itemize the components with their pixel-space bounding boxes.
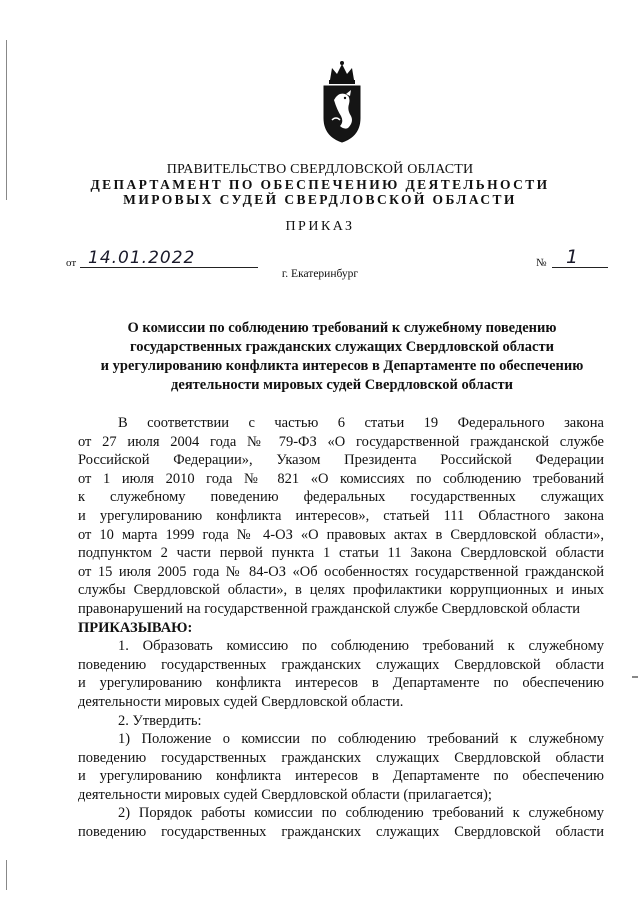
title-line: О комиссии по соблюдению требований к служебному поведению (127, 320, 557, 336)
preamble-line: В соответствии с частью 6 статьи 19 Федерального закона (118, 415, 604, 431)
date-prefix: от (66, 257, 77, 269)
title-line: государственных гражданских служащих Свердловской области (130, 339, 554, 355)
preamble-line: к служебному поведению федеральных государственных служащих (78, 489, 604, 506)
item-2-1-line: и урегулированию конфликта интересов в Департаменте по обеспечению (78, 768, 604, 785)
preamble-line: от 27 июля 2004 года № 79-ФЗ «О государственной гражданской службе (78, 433, 604, 450)
city: г. Екатеринбург (281, 268, 359, 280)
item-2-1-line: поведению государственных гражданских служащих Свердловской области (78, 749, 604, 766)
department-name-line-2: МИРОВЫХ СУДЕЙ СВЕРДЛОВСКОЙ ОБЛАСТИ (123, 192, 517, 207)
item-1-line: деятельности мировых судей Свердловской области. (78, 693, 404, 710)
document-title (92, 319, 592, 395)
date-value: 14.01.2022 (88, 248, 196, 268)
scan-edge-mark (632, 676, 638, 678)
item-1-line: 1. Образовать комиссию по соблюдению требований к служебному (118, 638, 604, 655)
document-body (78, 414, 604, 842)
scan-edge-mark (6, 860, 7, 890)
title-line: деятельности мировых судей Свердловской области (171, 377, 513, 393)
item-2-1-line: 1) Положение о комиссии по соблюдению требований к служебному (118, 731, 604, 748)
preamble-line: от 15 июля 2005 года № 84-ОЗ «Об особенностях государственной гражданской (78, 563, 604, 580)
item-2-2-line: поведению государственных гражданских служащих Свердловской области (78, 824, 604, 841)
number-value: 1 (566, 246, 579, 268)
order-word: ПРИКАЗЫВАЮ: (78, 619, 193, 636)
date-number-row (66, 246, 606, 270)
number-prefix: № (536, 257, 547, 269)
preamble-line: и урегулированию конфликта интересов», статьей 111 Областного закона (78, 507, 604, 524)
item-2-1-line: деятельности мировых судей Свердловской области (прилагается); (78, 786, 492, 803)
scan-edge-mark (6, 40, 7, 200)
sverdlovsk-coat-of-arms-icon (318, 60, 366, 144)
document-type: ПРИКАЗ (285, 219, 355, 234)
government-name: ПРАВИТЕЛЬСТВО СВЕРДЛОВСКОЙ ОБЛАСТИ (166, 162, 474, 177)
item-1-line: и урегулированию конфликта интересов в Департаменте по обеспечению (78, 675, 604, 692)
preamble-line: Российской Федерации», Указом Президента Российской Федерации (78, 452, 604, 469)
preamble-line: от 1 июля 2010 года № 821 «О комиссиях по соблюдению требований (78, 470, 604, 487)
department-name-line-1: ДЕПАРТАМЕНТ ПО ОБЕСПЕЧЕНИЮ ДЕЯТЕЛЬНОСТИ (90, 177, 550, 192)
preamble-line: от 10 марта 1999 года № 4-ОЗ «О правовых актах в Свердловской области», (78, 526, 604, 543)
preamble-line: правонарушений на государственной гражданской службе Свердловской области (78, 600, 581, 617)
item-2-heading: 2. Утвердить: (118, 712, 202, 729)
preamble-line: службы Свердловской области», в целях профилактики коррупционных и иных (78, 582, 604, 599)
title-line: и урегулированию конфликта интересов в Департаменте по обеспечению (100, 358, 584, 374)
item-2-2-line: 2) Порядок работы комиссии по соблюдению требований к служебному (118, 805, 604, 822)
preamble-line: подпунктом 2 части первой пункта 1 статьи 11 Закона Свердловской области (78, 545, 604, 562)
item-1-line: поведению государственных гражданских служащих Свердловской области (78, 656, 604, 673)
